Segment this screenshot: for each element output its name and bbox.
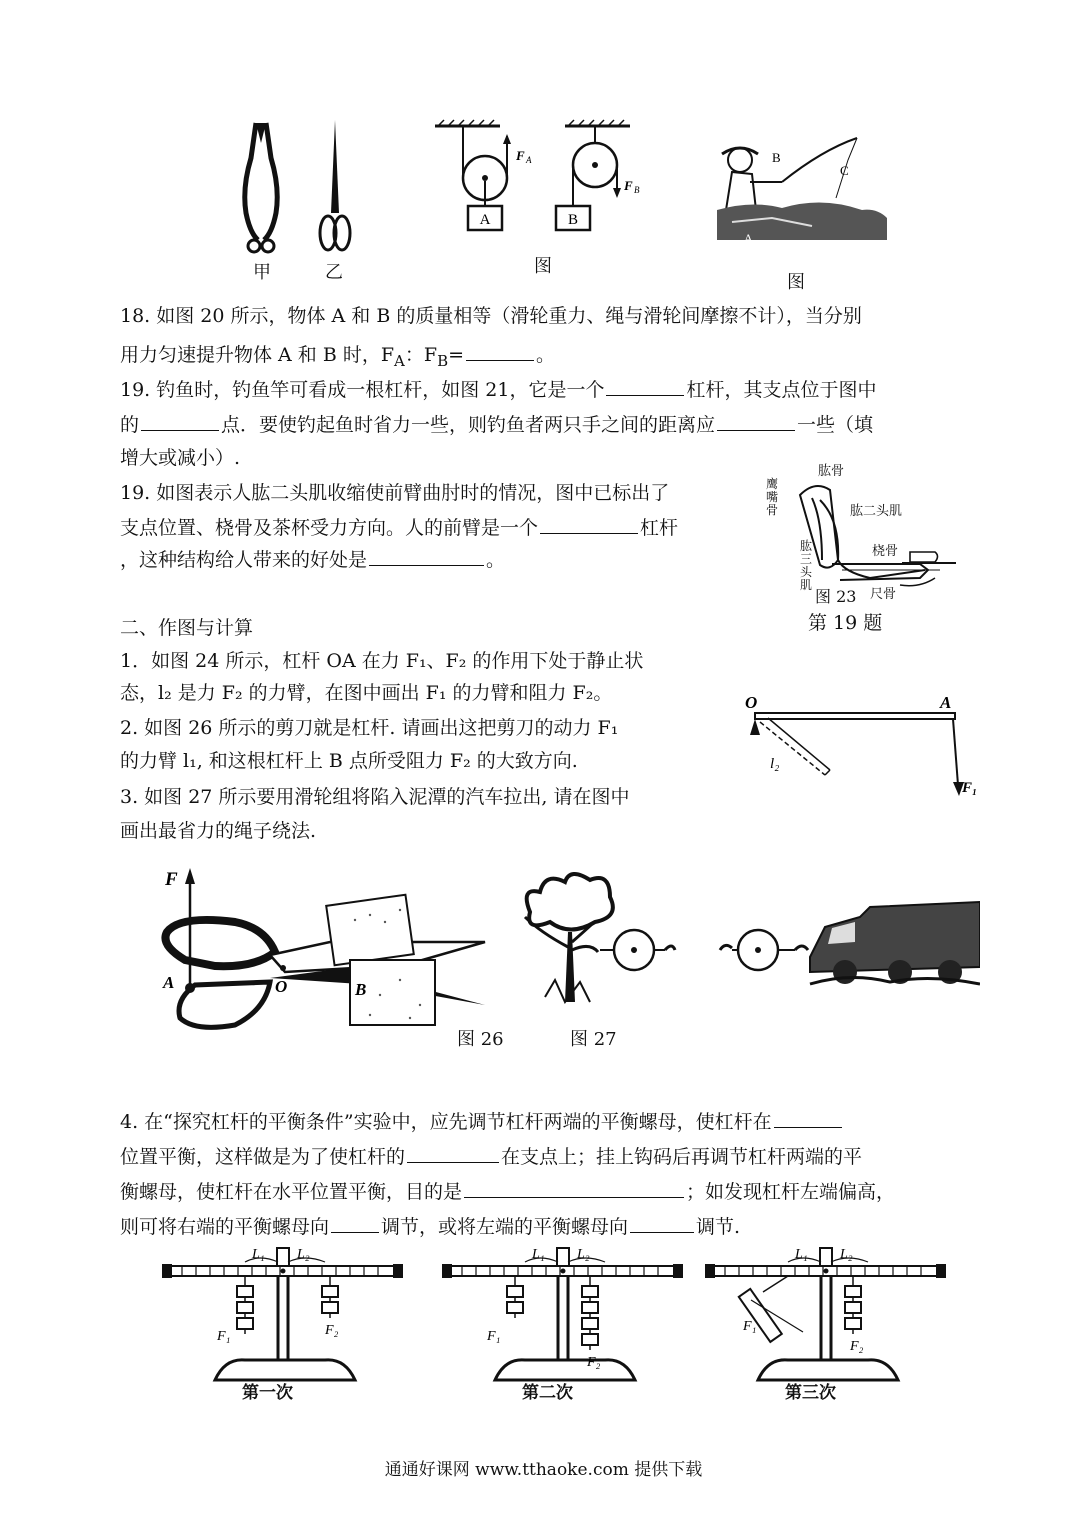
q4-blank5[interactable] (630, 1212, 694, 1233)
fishing-caption: 图 (787, 272, 805, 293)
q18-line1: 18. 如图 20 所示，物体 A 和 B 的质量相等（滑轮重力、绳与滑轮间摩擦不计），当分别 (120, 305, 862, 327)
arm-label-gugu: 肱骨 (818, 464, 845, 479)
lever-experiment-3 (703, 1240, 948, 1390)
scissor-o-label: O (275, 977, 288, 996)
q19a-line3: 增大或减小）. (120, 447, 241, 469)
q18-answer-blank[interactable] (466, 340, 534, 361)
pulley-figure (430, 118, 650, 238)
scissor-a-label: A (163, 973, 175, 992)
experiment-f2-label: F₂ (587, 1355, 601, 1370)
footer-text: 通通好课网 www.tthaoke.com 提供下载 (384, 1460, 703, 1480)
force-a-label: F (516, 148, 525, 163)
tongs-figure (236, 118, 286, 258)
q4-blank4[interactable] (331, 1212, 379, 1233)
q19a-line2: 的 点．要使钓起鱼时省力一些，则钓鱼者两只手之间的距离应 一些（填 (120, 410, 873, 438)
scissor-b-label: B (355, 980, 367, 999)
scissors-label: 乙 (325, 262, 343, 283)
arm-label-biceps: 肱二头肌 (850, 504, 903, 519)
force-b-sub: B (634, 185, 640, 195)
experiment-caption: 第一次 (242, 1383, 293, 1403)
q4-line1: 4. 在“探究杠杆的平衡条件”实验中，应先调节杠杆两端的平衡螺母，使杠杆在 (120, 1107, 844, 1135)
fish-b-label: B (772, 150, 781, 165)
fish-c-label: C (840, 163, 849, 178)
fig26-caption: 图 26 (457, 1029, 504, 1050)
scissors-figure (315, 118, 355, 258)
scissors-fig26 (155, 860, 495, 1035)
q4-line3: 衡螺母，使杠杆在水平位置平衡，目的是 ；如发现杠杆左端偏高， (120, 1177, 895, 1205)
q19b-line1: 19. 如图表示人肱二头肌收缩使前臂曲肘时的情况，图中已标出了 (120, 482, 670, 504)
section2-p2-line2: 的力臂 l₁, 和这根杠杆上 B 点所受阻力 F₂ 的大致方向. (120, 750, 578, 772)
fig27-caption: 图 27 (570, 1029, 617, 1050)
experiment-f1-label: F₁ (487, 1329, 501, 1344)
experiment-caption: 第三次 (785, 1383, 836, 1403)
pulley-caption: 图 (534, 256, 552, 277)
experiment-l2-label: L₂ (840, 1247, 853, 1262)
q19a-blank1[interactable] (606, 375, 684, 396)
experiment-f1-label: F₁ (217, 1329, 231, 1344)
experiment-l1-label: L₁ (252, 1247, 265, 1262)
experiment-l2-label: L₂ (577, 1247, 590, 1262)
q4-line2: 位置平衡，这样做是为了使杠杆的 在支点上；挂上钩码后再调节杠杆两端的平 (120, 1142, 862, 1170)
q18-line2: 用力匀速提升物体 A 和 B 时，$F_A$：$F_B=$ 。 (120, 340, 555, 374)
lever-o-label: O (745, 693, 758, 712)
q4-line4: 则可将右端的平衡螺母向 调节，或将左端的平衡螺母向 调节. (120, 1212, 740, 1240)
experiment-caption: 第二次 (522, 1383, 573, 1403)
block-a-label: A (479, 212, 491, 228)
q4-blank2[interactable] (407, 1142, 499, 1163)
q19a-line1: 19. 钓鱼时，钓鱼竿可看成一根杠杆，如图 21，它是一个 杠杆，其支点位于图中 (120, 375, 877, 403)
experiment-l1-label: L₁ (795, 1247, 808, 1262)
experiment-f2-label: F₂ (325, 1323, 339, 1338)
q19b-line3: ，这种结构给人带来的好处是 。 (120, 545, 505, 573)
lever-oa-figure (740, 690, 985, 805)
scissor-f-label: F (165, 869, 178, 890)
section2-p1-line1: 1．如图 24 所示，杠杆 OA 在力 F₁、F₂ 的作用下处于静止状 (120, 650, 644, 672)
arm-label-triceps: 肱 三 头 肌 (800, 539, 813, 592)
fishing-figure (712, 130, 892, 250)
arm-label-yingzhou: 鹰 嘴 骨 (766, 477, 779, 517)
lever-f1-label: F₁ (962, 780, 978, 796)
q19a-blank2[interactable] (141, 410, 219, 431)
arm-label-ulna: 尺骨 (870, 587, 897, 602)
lever-experiment-2 (440, 1240, 685, 1390)
section2-p3-line1: 3. 如图 27 所示要用滑轮组将陷入泥潭的汽车拉出, 请在图中 (120, 786, 630, 808)
experiment-l2-label: L₂ (297, 1247, 310, 1262)
block-b-label: B (567, 212, 579, 228)
section2-p2-line1: 2. 如图 26 所示的剪刀就是杠杆. 请画出这把剪刀的动力 F₁ (120, 717, 619, 739)
arm-fig-number: 图 23 (815, 587, 857, 606)
q19a-blank3[interactable] (717, 410, 795, 431)
lever-a-label: A (940, 693, 952, 712)
force-b-label: F (624, 178, 633, 193)
section2-heading: 二、作图与计算 (120, 617, 254, 639)
experiment-l1-label: L₁ (532, 1247, 545, 1262)
arm-label-radius: 桡骨 (872, 544, 899, 559)
truck-pulley-fig27 (510, 862, 980, 1012)
q19b-line2: 支点位置、桡骨及茶杯受力方向。人的前臂是一个 杠杆 (120, 513, 678, 541)
experiment-f1-label: F₁ (743, 1319, 757, 1334)
fish-a-label: A (744, 231, 753, 245)
arm-caption: 第 19 题 (808, 612, 883, 634)
q4-blank1[interactable] (774, 1107, 842, 1128)
section2-p1-line2: 态，l₂ 是力 F₂ 的力臂，在图中画出 F₁ 的力臂和阻力 F₂。 (120, 682, 613, 704)
section2-p3-line2: 画出最省力的绳子绕法. (120, 820, 317, 842)
tongs-label: 甲 (253, 262, 271, 283)
force-a-sub: A (526, 155, 532, 165)
q19b-blank1[interactable] (540, 513, 638, 534)
q19b-blank2[interactable] (369, 545, 484, 566)
experiment-f2-label: F₂ (850, 1339, 864, 1354)
lever-experiment-1 (160, 1240, 405, 1390)
q4-blank3[interactable] (464, 1177, 684, 1198)
lever-l2-label: l₂ (770, 756, 780, 772)
